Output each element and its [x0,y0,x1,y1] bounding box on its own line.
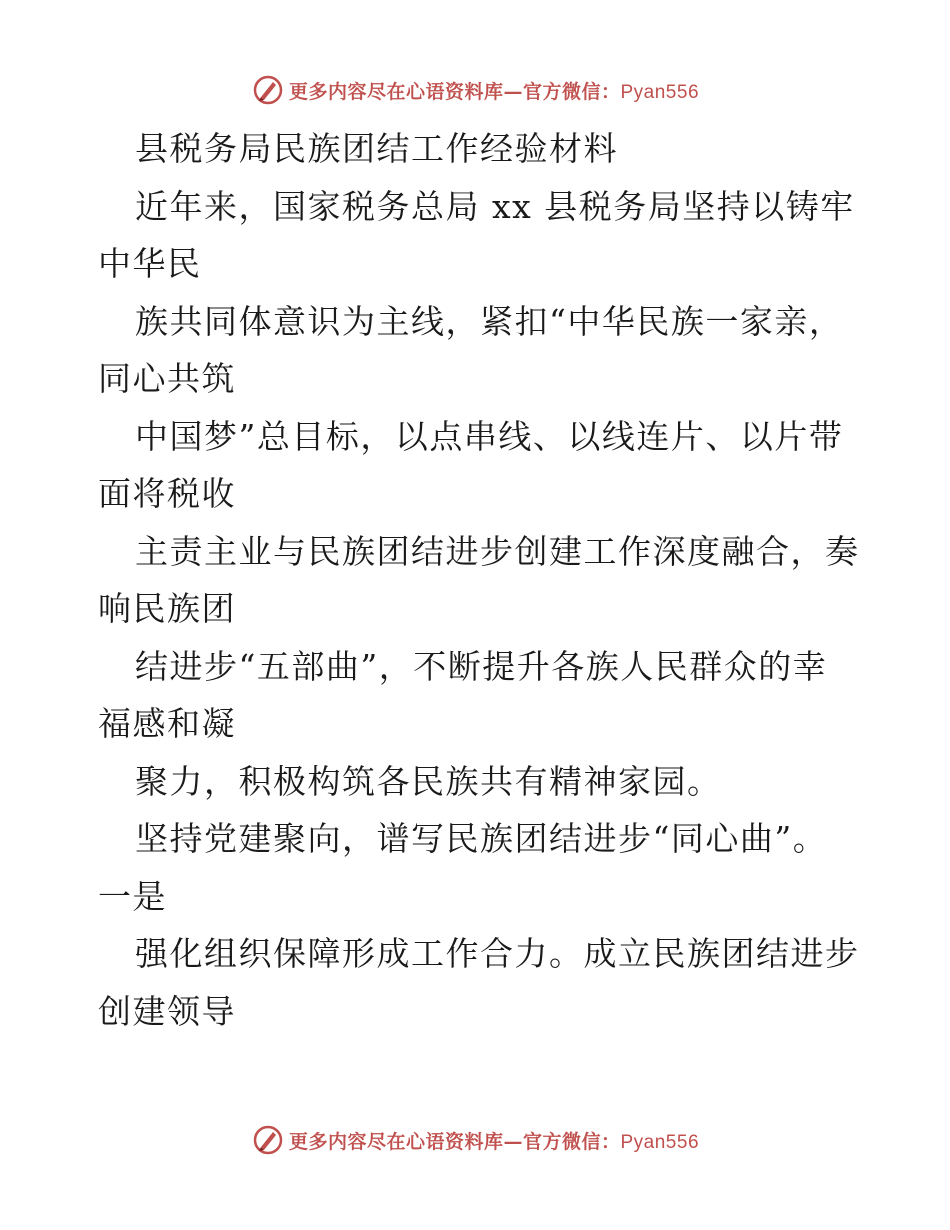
text-line: 福感和凝 [98,704,236,743]
text-line: 县税务局民族团结工作经验材料 [135,129,618,168]
text-line: 结进步“五部曲”，不断提升各族人民群众的幸 [135,646,828,686]
header-watermark [0,70,950,110]
pen-logo-icon [251,1123,285,1157]
document-body [98,120,858,1040]
text-line: 主责主业与民族团结进步创建工作深度融合，奏 [135,531,860,571]
text-line: 近年来，国家税务总局 xx 县税务局坚持以铸牢 [135,186,855,226]
pen-logo-icon [251,73,285,107]
text-line: 坚持党建聚向，谱写民族团结进步“同心曲”。 [135,819,828,858]
text-line: 族共同体意识为主线，紧扣“中华民族一家亲， [135,301,844,341]
watermark-brand: 更多内容尽在心语资料库 [288,1130,504,1153]
text-line: 同心共筑 [98,359,236,398]
watermark-separator: — [503,80,523,103]
watermark-wechat-id: Pyan556 [620,1131,700,1153]
text-line: 强化组织保障形成工作合力。成立民族团结进步 [135,934,860,973]
watermark-brand: 更多内容尽在心语资料库 [288,80,504,103]
watermark-wechat-label: 官方微信： [522,1130,621,1153]
text-line: 响民族团 [98,589,236,628]
text-line: 聚力，积极构筑各民族共有精神家园。 [135,761,722,801]
footer-watermark [0,1120,950,1160]
watermark-wechat-label: 官方微信： [522,80,621,103]
text-line: 一是 [98,876,167,916]
text-line: 创建领导 [98,991,236,1031]
watermark-text [289,77,699,104]
text-line: 面将税收 [98,474,236,513]
watermark-wechat-id: Pyan556 [620,81,700,103]
watermark-text [289,1127,699,1154]
text-line: 中国梦”总目标，以点串线、以线连片、以片带 [135,416,844,456]
text-line: 中华民 [98,244,202,283]
watermark-separator: — [503,1130,523,1153]
